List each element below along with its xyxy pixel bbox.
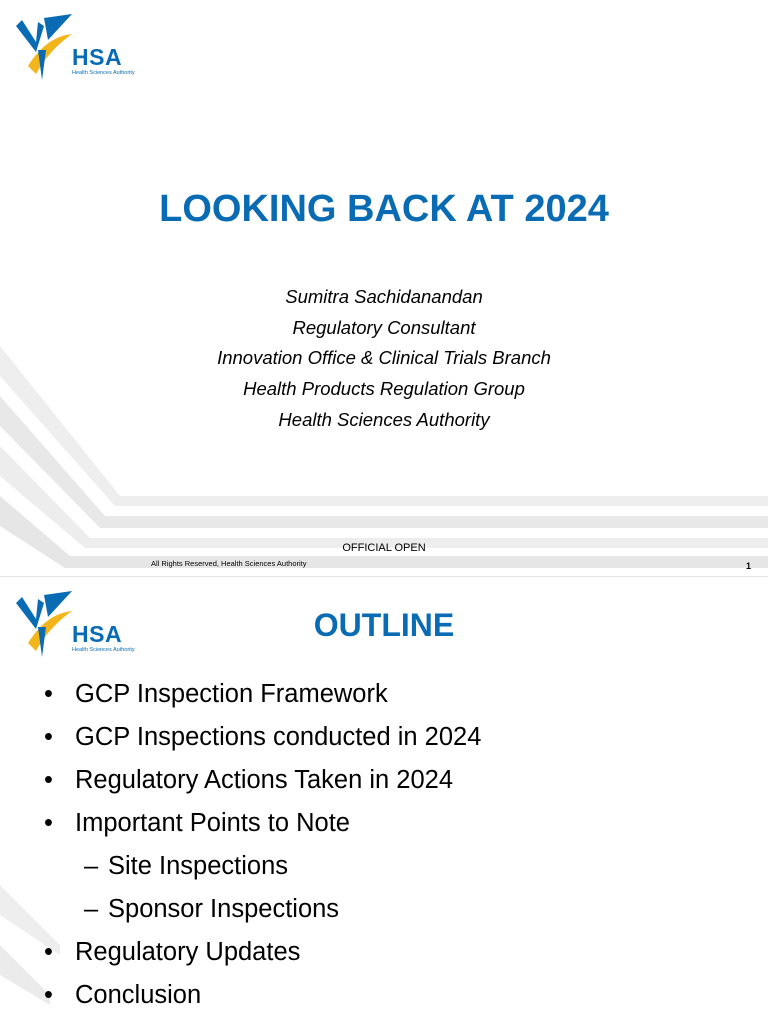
logo-wordmark: HSA — [72, 621, 123, 647]
logo-wordmark: HSA — [72, 44, 123, 70]
outline-item-text: Regulatory Actions Taken in 2024 — [75, 766, 454, 794]
page-number: 1 — [745, 561, 751, 571]
bullet-icon: • — [44, 981, 53, 1009]
outline-item — [44, 802, 481, 845]
slide-title: LOOKING BACK AT 2024 — [159, 188, 609, 230]
outline-item — [44, 716, 481, 759]
presenter-group: Health Products Regulation Group — [243, 378, 525, 400]
bullet-icon: • — [44, 809, 53, 837]
outline-item-text: Sponsor Inspections — [108, 895, 340, 923]
presenter-organization: Health Sciences Authority — [278, 408, 490, 430]
hsa-emblem-icon — [14, 14, 74, 84]
outline-subitem — [44, 845, 481, 888]
outline-item — [44, 931, 481, 974]
outline-item — [44, 974, 481, 1017]
outline-item-text: GCP Inspection Framework — [75, 680, 388, 708]
outline-item-text: Conclusion — [75, 981, 202, 1009]
outline-item — [44, 673, 481, 716]
presenter-name: Sumitra Sachidanandan — [285, 286, 483, 307]
logo-subtitle: Health Sciences Authority — [72, 70, 135, 76]
hsa-logo — [14, 14, 138, 84]
outline-list — [44, 673, 481, 1017]
outline-item — [44, 759, 481, 802]
dash-icon: – — [84, 852, 99, 880]
slide-2 — [0, 576, 768, 1025]
presenter-block — [0, 282, 768, 436]
copyright-notice: All Rights Reserved, Health Sciences Authority — [151, 559, 307, 568]
outline-subitem — [44, 888, 481, 931]
classification-label: OFFICIAL OPEN — [342, 542, 426, 554]
presenter-office: Innovation Office & Clinical Trials Branch — [217, 347, 551, 369]
bullet-icon: • — [44, 938, 53, 966]
outline-item-text: GCP Inspections conducted in 2024 — [75, 723, 482, 751]
presenter-role: Regulatory Consultant — [292, 316, 476, 338]
bullet-icon: • — [44, 723, 53, 751]
logo-subtitle: Health Sciences Authority — [72, 647, 135, 653]
outline-item-text: Important Points to Note — [75, 809, 350, 837]
bullet-icon: • — [44, 766, 53, 794]
outline-title: OUTLINE — [313, 607, 455, 643]
dash-icon: – — [84, 895, 99, 923]
outline-item-text: Regulatory Updates — [75, 938, 301, 966]
outline-item-text: Site Inspections — [108, 852, 289, 880]
bullet-icon: • — [44, 680, 53, 708]
